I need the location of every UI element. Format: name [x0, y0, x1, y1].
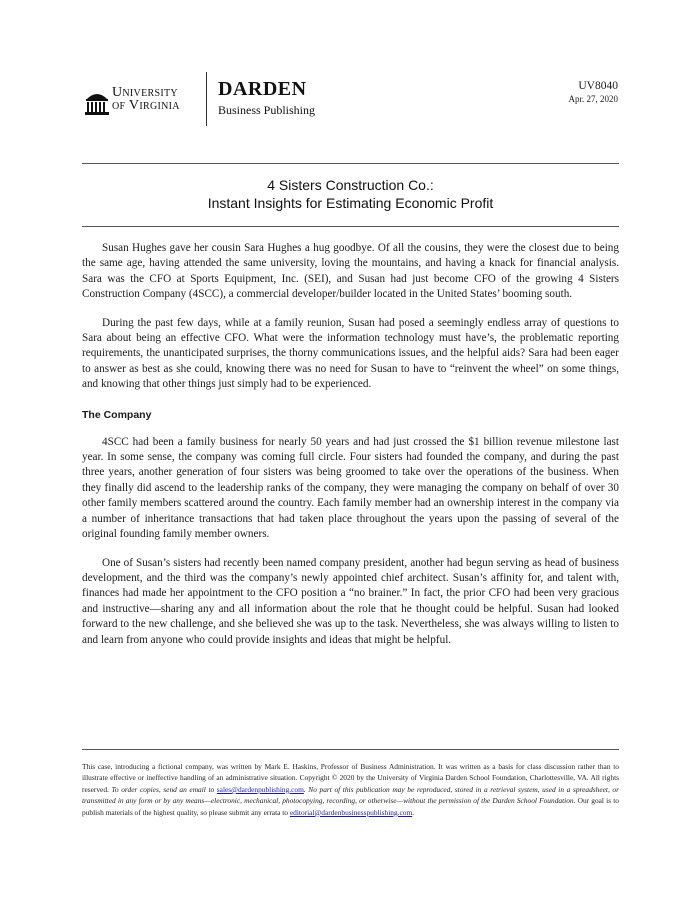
case-number: UV8040 [578, 80, 618, 92]
uva-logo [84, 78, 204, 118]
business-publishing-label: Business Publishing [218, 103, 316, 117]
sales-email-link[interactable]: sales@dardenpublishing.com [216, 784, 304, 794]
university-line1: University [112, 85, 178, 100]
title-bottom-rule [82, 226, 619, 227]
title-line2: Instant Insights for Estimating Economic Profit [207, 195, 494, 211]
footer-text-1: This case, introducing a fictional company, was written by Mark E. Haskins, Professor of Business Administration. It was written as a basis for class discussion rather than to illustrate effective or ineffective handling of an administrative situation. Copyright © 2020 by the University of Virginia Darden School Foundation, Charlottesville, VA. All rights reserved. [82, 762, 619, 794]
paragraph-4: One of Susan’s sisters had recently been named company president, another had begun serving as head of business development, and the third was the company’s newly appointed chief architect. Susan’s affinity for, and talent with, finances had made her appointment to the CFO position a “no brainer.” In fact, the prior CFO had been very gracious and instructive—sharing any and all information about the role that he thought could be helpful. Susan had looked forward to the new challenge, and she believed she was up to the task. Nevertheless, she was always willing to listen to and learn from anyone who could provide insights and ideas that might be helpful. [82, 556, 619, 646]
footer-text-3: . No part of this publication may be reproduced, stored in a retrieval system, used in a spreadsheet, or transmitted in any form or by any means—electronic, mechanical, photocopying, recording, or otherwise—without the permission of the Darden School Foundation. [82, 784, 619, 806]
section-heading: The Company [82, 408, 152, 421]
editorial-email-link[interactable]: editorial@dardenbusinesspublishing.com [289, 807, 413, 817]
paragraph-3: 4SCC had been a family business for nearly 50 years and had just crossed the $1 billion revenue milestone last year. In some sense, the company was coming full circle. Four sisters had founded the company, and during the past three years, another generation of four sisters was being groomed to take over the operations of the business. When they finally did ascend to the leadership ranks of the company, they were managing the company on behalf of over 30 other family members scattered around the country. Each family member had an ownership interest in the company via a number of inheritance transactions that had taken place throughout the years upon the passing of several of the original founding family member owners. [82, 435, 619, 541]
footer-text-5: . [412, 807, 415, 817]
case-title [82, 176, 619, 212]
case-body [82, 241, 619, 661]
case-date: Apr. 27, 2020 [568, 94, 618, 104]
footer-notice [82, 761, 619, 818]
title-line1: 4 Sisters Construction Co.: [267, 177, 434, 193]
footer-text-2: To order copies, send an email to [111, 784, 217, 794]
university-line2: of Virginia [112, 98, 180, 113]
rotunda-icon [84, 88, 110, 116]
footer-text-4: Our goal is to publish materials of the highest quality, so please submit any errata to [82, 796, 619, 817]
university-name [112, 86, 180, 112]
title-top-rule [82, 163, 619, 164]
footer-rule [82, 749, 619, 750]
case-identifier [569, 80, 619, 104]
darden-wordmark: DARDEN [218, 78, 307, 100]
paragraph-2: During the past few days, while at a family reunion, Susan had posed a seemingly endless array of questions to Sara about being an effective CFO. What were the information technology must have’s, the problematic reporting requirements, the unanticipated surprises, the thorny communications issues, and the helpful aids? Sara had been eager to answer as best as she could, knowing there was no need for Susan to have to “reinvent the wheel” on some things, and knowing that other things just simply had to be experienced. [82, 316, 619, 391]
logo-divider [206, 72, 207, 126]
paragraph-1: Susan Hughes gave her cousin Sara Hughes a hug goodbye. Of all the cousins, they were the closest due to being the same age, having attended the same university, loving the mountains, and having a knack for financial analysis. Sara was the CFO at Sports Equipment, Inc. (SEI), and Susan had just become CFO of the growing 4 Sisters Construction Company (4SCC), a commercial developer/builder located in the United States’ booming south. [82, 242, 619, 301]
